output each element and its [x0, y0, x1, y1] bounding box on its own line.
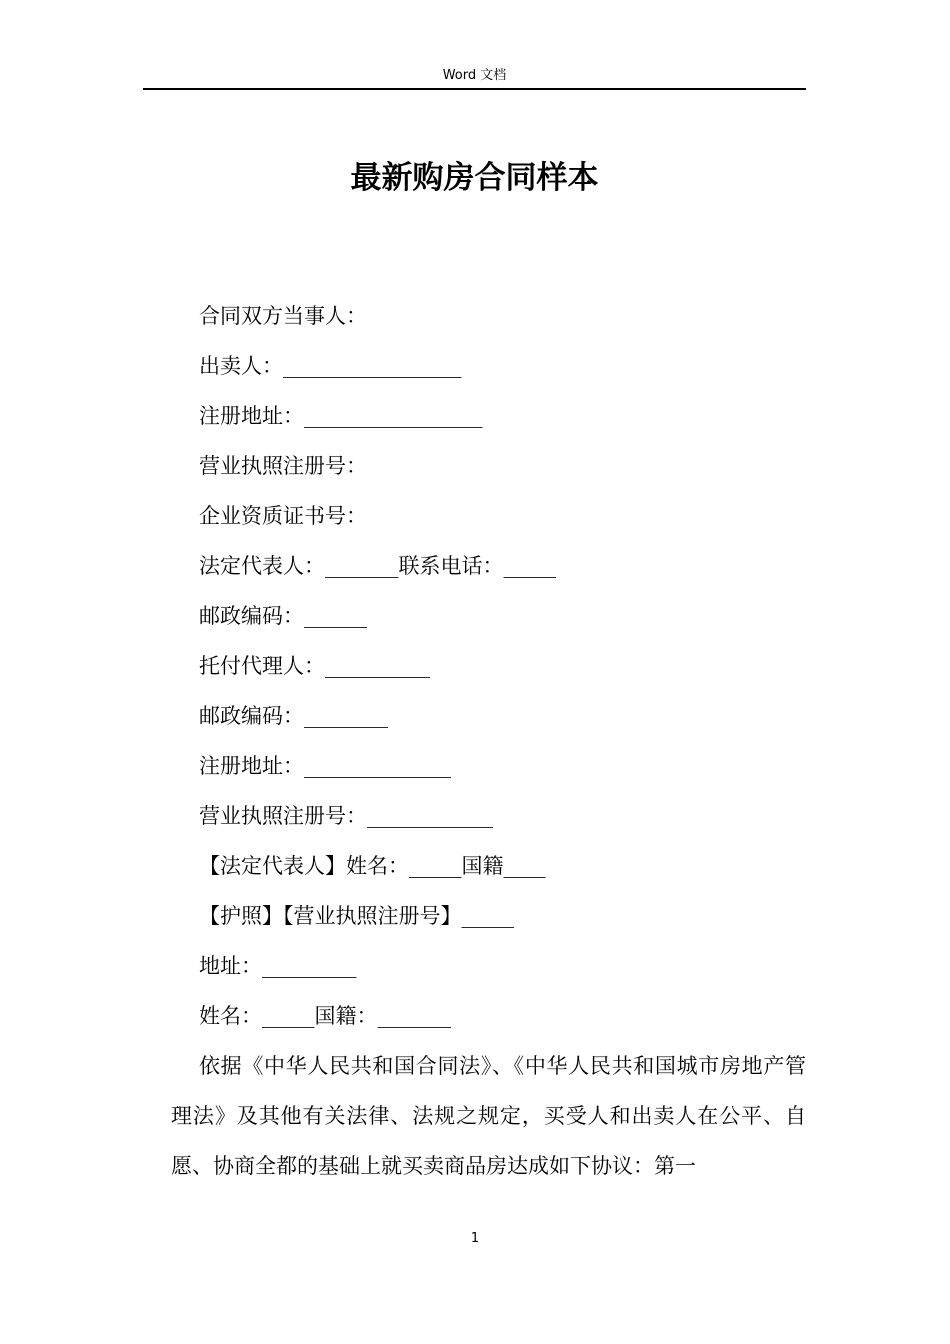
legal-rep-phone-line: 法定代表人：_______联系电话：_____: [199, 554, 556, 578]
header-text: Word 文档: [442, 68, 507, 83]
document-title: 最新购房合同样本: [350, 160, 599, 196]
name-nationality-line: 姓名：_____国籍：_______: [199, 1004, 451, 1028]
seller-line: 出卖人：_________________: [199, 354, 462, 378]
qualification-cert-line: 企业资质证书号：: [199, 504, 367, 528]
registered-address-line-2: 注册地址：______________: [199, 754, 451, 778]
postal-code-line: 邮政编码：______: [199, 604, 367, 628]
agent-line: 托付代理人：__________: [199, 654, 430, 678]
address-line: 地址：_________: [199, 954, 357, 978]
page-number: 1: [470, 1231, 480, 1246]
passport-license-line: 【护照】【营业执照注册号】_____: [199, 904, 514, 928]
legal-rep-nationality-line: 【法定代表人】姓名：_____国籍____: [199, 854, 546, 878]
business-license-line-2: 营业执照注册号：____________: [199, 804, 493, 828]
registered-address-line: 注册地址：_________________: [199, 404, 483, 428]
contract-parties-line: 合同双方当事人：: [199, 304, 367, 328]
agreement-paragraph: 依据《中华人民共和国合同法》、《中华人民共和国城市房地产管理法》及其他有关法律、法规之规定，买受人和出卖人在公平、自愿、协商全都的基础上就买卖商品房达成如下协议：第一: [171, 1054, 806, 1178]
postal-code-line-2: 邮政编码：________: [199, 704, 388, 728]
document-body: [171, 291, 806, 1191]
page-header: [143, 66, 806, 90]
business-license-line: 营业执照注册号：: [199, 454, 367, 478]
